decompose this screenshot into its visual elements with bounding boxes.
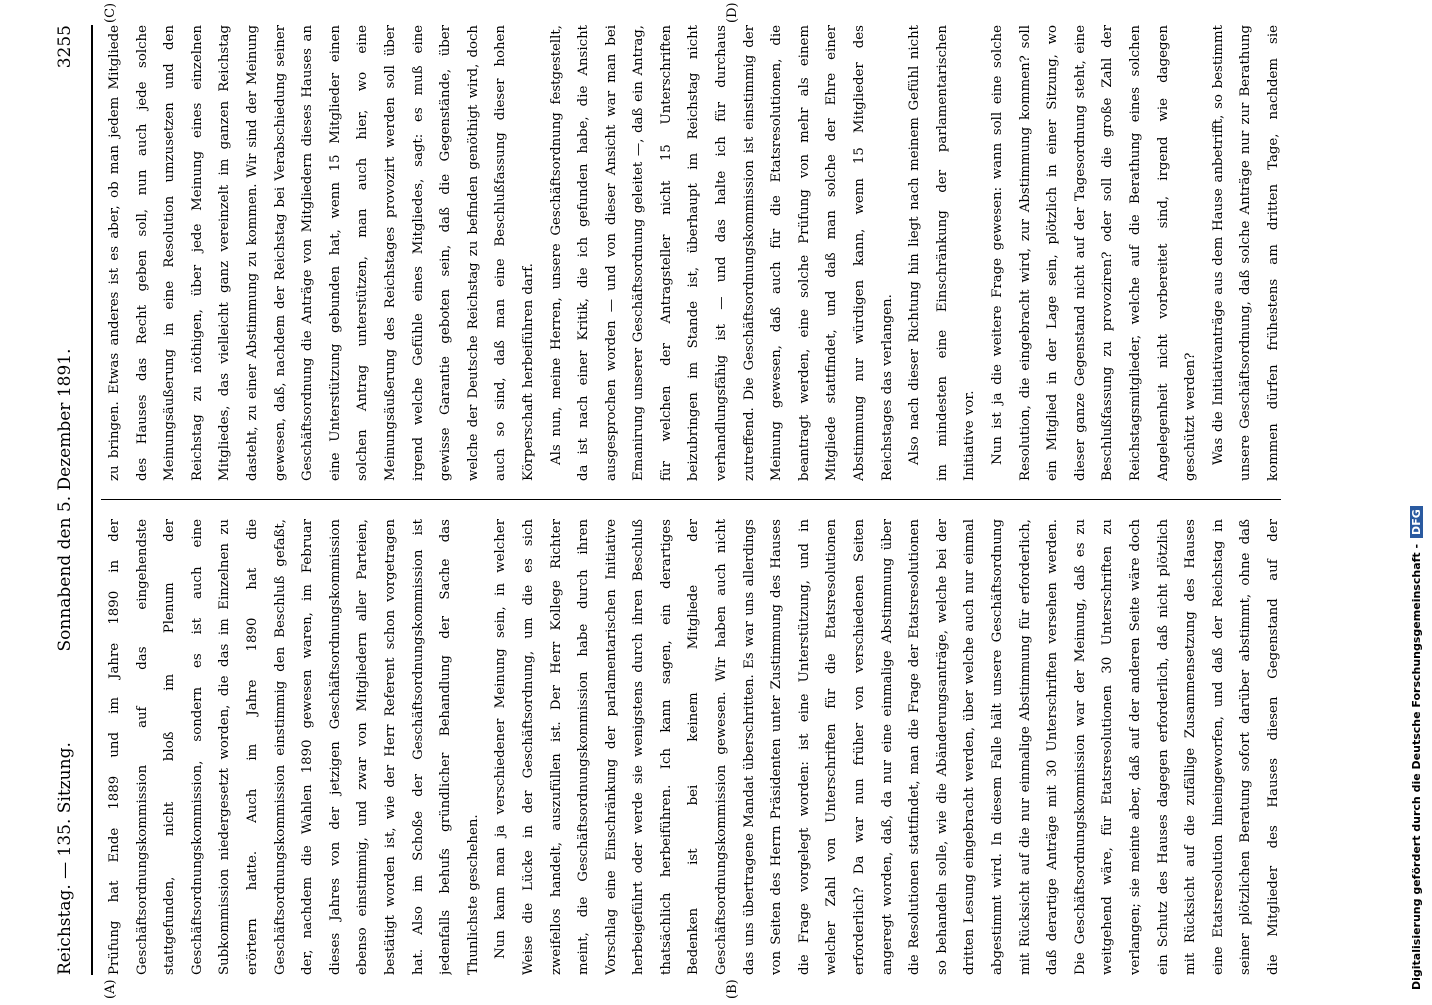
- paragraph: Was die Initiativanträge aus dem Hause anbetrifft, so bestimmt unsere Geschäftsordnung, daß solche Anträge nur zur Berathung kommen dürfen frühestens am dritten Tage, nachdem sie: [1210, 25, 1281, 481]
- text-column-right: [101, 25, 1281, 481]
- header-left: Reichstag. — 135. Sitzung.: [55, 742, 75, 975]
- funding-text: Digitalisierung gefördert durch die Deutsche Forschungsgemeinschaft -: [1410, 543, 1423, 990]
- margin-marker-a: (A): [103, 979, 118, 999]
- dfg-logo: DFG: [1410, 506, 1423, 538]
- running-header: [55, 25, 91, 975]
- margin-marker-d: (D): [725, 2, 740, 23]
- margin-marker-b: (B): [725, 979, 740, 999]
- margin-marker-c: (C): [103, 2, 118, 23]
- paragraph: zu bringen. Etwas anderes ist es aber, ob man jedem Mitgliede des Hauses das Recht geben soll, nun auch jede solche Meinungsäußerung in eine Resolution umzusetzen und den Reichstag zu nöthigen, über jede Meinung eines einzelnen Mitgliedes, das vielleicht ganz vereinzelt im ganzen Reichstag dasteht, zu einer Abstimmung zu kommen. Wir sind der Meinung gewesen, daß, nachdem der Reichstag bei Verabschiedung seiner Geschäftsordnung die Anträge von Mitgliedern dieses Hauses an eine Unterstützung gebunden hat, wenn 15 Mitglieder einen solchen Antrag unterstützen, man auch hier, wo eine Meinungsäußerung des Reichstages provozirt werden soll über irgend welche Gefühle eines Mitgliedes, sagt: es muß eine gewisse Garantie geboten sein, daß die Gegenstände, über welche der Deutsche Reichstag zu befinden genöthigt wird, doch auch so sind, daß man eine Beschlußfassung dieser hohen Körperschaft herbeiführen darf.: [107, 25, 536, 481]
- page-number: 3255: [55, 25, 75, 69]
- paragraph: Also nach dieser Richtung hin liegt nach meinem Gefühl nicht im mindesten eine Einschränkung der parlamentarischen Initiative vor.: [907, 25, 978, 481]
- header-rule: [91, 25, 93, 975]
- text-column-left: [101, 519, 1281, 975]
- paragraph: Nun kann man ja verschiedener Meinung sein, in welcher Weise die Lücke in der Geschäftsordnung, um die es sich zweifellos handelt, auszufüllen ist. Der Herr Kollege Richter meint, die Geschäftsordnungskommission habe durch ihren Vorschlag eine Einschränkung der parlamentarischen Initiative herbeigeführt oder werde sie wenigstens durch ihren Beschluß thatsächlich herbeiführen. Ich kann sagen, ein derartiges Bedenken ist bei keinem Mitgliede der Geschäftsordnungskommission gewesen. Wir haben auch nicht das uns übertragene Mandat überschritten. Es war uns allerdings von Seiten des Herrn Präsidenten unter Zustimmung des Hauses die Frage vorgelegt worden: ist eine Unterstützung, und in welcher Zahl von Unterschriften für die Etatsresolutionen erforderlich? Da war nun früher von verschiedenen Seiten angeregt worden, daß, da nur eine einmalige Abstimmung über die Resolutionen stattfindet, man die Frage der Etatsresolutionen so behandeln solle, wie die Abänderungsanträge, welche bei der dritten Lesung eingebracht werden, über welche auch nur einmal abgestimmt wird. In diesem Falle hält unsere Geschäftsordnung mit Rücksicht auf die nur einmalige Abstimmung für erforderlich, daß derartige Anträge mit 30 Unterschriften versehen werden. Die Geschäftsordnungskommission war der Meinung, daß es zu weitgehend wäre, für Etatsresolutionen 30 Unterschriften zu verlangen; sie meinte aber, daß auf der anderen Seite wäre doch ein Schutz des Hauses dagegen erforderlich, daß nicht plötzlich mit Rücksicht auf die zufällige Zusammensetzung des Hauses eine Etatsresolution hineingeworfen, und daß der Reichstag in seiner plötzlichen Beratung sofort darüber abstimmt, ohne daß die Mitglieder des Hauses diesen Gegenstand auf der: [493, 519, 1281, 975]
- funding-note: [1410, 10, 1426, 990]
- paragraph: Als nun, meine Herren, unsere Geschäftsordnung festgestellt, da ist nach einer Kritik, die ich gefunden habe, die Ansicht ausgesprochen worden — und von dieser Ansicht war man bei Emanirung unserer Geschäftsordnung geleitet —, daß ein Antrag, für welchen der Antragsteller nicht 15 Unterschriften beizubringen im Stande ist, überhaupt im Reichstag nicht verhandlungsfähig ist — und das halte ich für durchaus zutreffend. Die Geschäftsordnungskommission ist einstimmig der Meinung gewesen, daß auch für die Etatsresolutionen, die beantragt werden, eine solche Prüfung von mehr als einem Mitgliede stattfindet, und daß man solche der Ehre einer Abstimmung nur würdigen kann, wenn 15 Mitglieder des Reichstages das verlangen.: [548, 25, 895, 481]
- column-rule: [101, 499, 1281, 500]
- header-date: Sonnabend den 5. Dezember 1891.: [55, 348, 75, 652]
- paragraph: Prüfung hat Ende 1889 und im Jahre 1890 in der Geschäftsordnungskommission auf das eingehendste stattgefunden, nicht bloß im Plenum der Geschäftsordnungskommission, sondern es ist auch eine Subkommission niedergesetzt worden, die das im Einzelnen zu erörtern hatte. Auch im Jahre 1890 hat die Geschäftsordnungskommission einstimmig den Beschluß gefaßt, der, nachdem die Wahlen 1890 gewesen waren, im Februar dieses Jahres von der jetzigen Geschäftsordnungskommission ebenso einstimmig, und zwar von Mitgliedern aller Parteien, bestätigt worden ist, wie der Herr Referent schon vorgetragen hat. Also im Schoße der Geschäftsordnungskommission ist jedenfalls behufs gründlicher Behandlung der Sache das Thunlichste geschehen.: [107, 519, 481, 975]
- paragraph: Nun ist ja die weitere Frage gewesen: wann soll eine solche Resolution, die eingebracht wird, zur Abstimmung kommen? soll ein Mitglied in der Lage sein, plötzlich in einer Sitzung, wo dieser ganze Gegenstand nicht auf der Tagesordnung steht, eine Beschlußfassung zu provoziren? oder soll die große Zahl der Reichstagsmitglieder, welche auf die Berathung eines solchen Angelegenheit nicht vorbereitet sind, irgend wie dagegen geschützt werden?: [990, 25, 1199, 481]
